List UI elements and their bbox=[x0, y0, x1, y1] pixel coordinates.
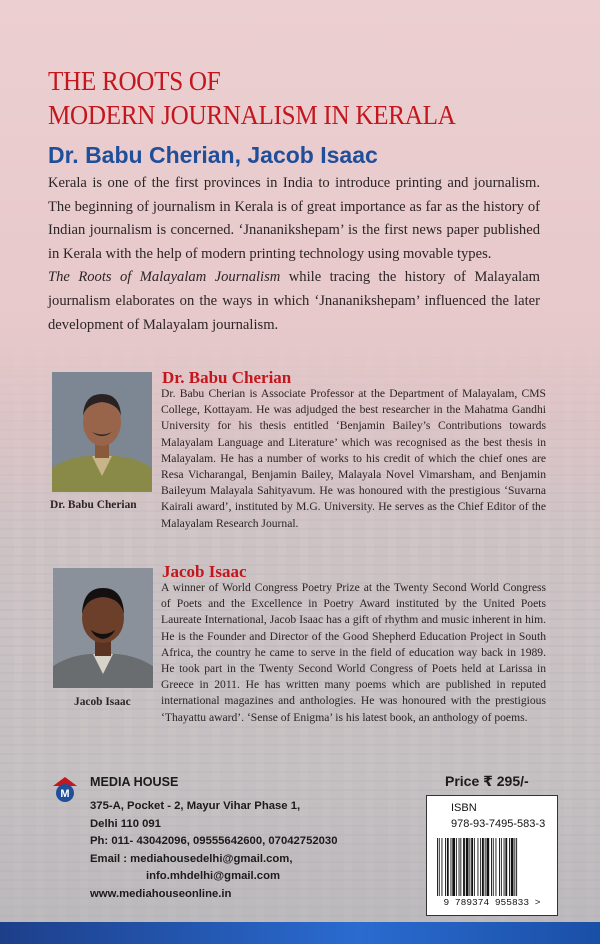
barcode-bar bbox=[493, 838, 494, 896]
publisher-email-2: info.mhdelhi@gmail.com bbox=[146, 870, 281, 883]
publisher-name: MEDIA HOUSE bbox=[90, 775, 179, 789]
barcode-bar bbox=[469, 838, 470, 896]
book-title-reference: The Roots of Malayalam Journalism bbox=[48, 269, 281, 286]
publisher-website: www.mediahouseonline.in bbox=[90, 887, 232, 900]
isbn-barcode-box bbox=[426, 795, 558, 916]
author-photo-jacob-isaac bbox=[53, 568, 153, 688]
book-title bbox=[48, 64, 532, 132]
barcode-bar bbox=[463, 838, 465, 896]
barcode-bar bbox=[505, 838, 507, 896]
author-1-caption: Dr. Babu Cherian bbox=[50, 499, 137, 511]
blurb bbox=[48, 172, 540, 337]
barcode-bar bbox=[491, 838, 492, 896]
publisher-email-1: Email : mediahousedelhi@gmail.com, bbox=[90, 852, 293, 865]
title-line-1: THE ROOTS OF bbox=[48, 66, 221, 96]
title-line-2: MODERN JOURNALISM IN KERALA bbox=[48, 100, 456, 130]
barcode-bar bbox=[460, 838, 461, 896]
barcode-bar bbox=[445, 838, 446, 896]
barcode-bar bbox=[471, 838, 473, 896]
bottom-color-band bbox=[0, 922, 600, 944]
barcode-bar bbox=[485, 838, 486, 896]
barcode-digits: 9 789374 955833 > bbox=[443, 897, 541, 908]
barcode-bar bbox=[480, 838, 481, 896]
barcode-bar bbox=[478, 838, 479, 896]
barcode-bar bbox=[456, 838, 457, 896]
author-2-caption: Jacob Isaac bbox=[74, 696, 131, 708]
barcode-bar bbox=[474, 838, 475, 896]
blurb-paragraph-2 bbox=[48, 266, 540, 337]
blurb-paragraph-2-text: while tracing the history of Malayalam journalism elaborates on the ways in which ‘Jnananikshepam’ influenced the later development of Malayalam journalism. bbox=[48, 269, 540, 333]
publisher-details bbox=[90, 798, 338, 904]
barcode-bar bbox=[482, 838, 484, 896]
isbn-number: 978-93-7495-583-3 bbox=[451, 818, 546, 830]
barcode-bar bbox=[516, 838, 517, 896]
blurb-paragraph-1: Kerala is one of the first provinces in India to introduce printing and journalism. The beginning of journalism in Kerala is of great importance as far as the history of Indian journalism is concerned. ‘Jnananikshepam’ is the first news paper published in Kerala with the help of modern printing technology using movable types. bbox=[48, 175, 540, 262]
barcode-bar bbox=[447, 838, 449, 896]
barcode-bar bbox=[511, 838, 514, 896]
barcode-bar bbox=[459, 838, 460, 896]
logo-letter: M bbox=[60, 788, 70, 800]
publisher-phone: Ph: 011- 43042096, 09555642600, 07042752030 bbox=[90, 835, 338, 848]
author-1-name: Dr. Babu Cherian bbox=[162, 368, 292, 387]
barcode-bar bbox=[437, 838, 438, 896]
media-house-logo-icon bbox=[50, 775, 80, 803]
publisher-address-line-1: 375-A, Pocket - 2, Mayur Vihar Phase 1, bbox=[90, 800, 301, 812]
barcode-graphic bbox=[435, 838, 549, 896]
barcode-bar bbox=[496, 838, 497, 896]
barcode-bar bbox=[442, 838, 443, 896]
author-1-bio: Dr. Babu Cherian is Associate Professor at the Department of Malayalam, CMS College, Kottayam. He was adjudged the best researcher in the Mahatma Gandhi University for his thesis entitled ‘Benjamin Bailey’s Contributions towards Malayalam Language and Literature’ which was recognised as the best thesis in Malayalam. He has a number of works to his credit of which the chief ones are Resa Vicharangal, Benjamin Bailey, Malayala Novel Vimarsham, and Benjamin Baileyum Malayala Sahityavum. He was honoured with the prestigious ‘Suvarna Kairali award’, instituted by M.G. University. He serves as the Chief Editor of the Malayalam Research Journal. bbox=[161, 387, 546, 530]
price-label: Price ₹ 295/- bbox=[445, 773, 529, 789]
barcode-bar bbox=[487, 838, 490, 896]
barcode-bar bbox=[501, 838, 502, 896]
barcode-bar bbox=[466, 838, 469, 896]
barcode-bar bbox=[509, 838, 510, 896]
barcode-bar bbox=[504, 838, 505, 896]
barcode-bar bbox=[499, 838, 500, 896]
isbn-label: ISBN bbox=[451, 802, 477, 814]
publisher-address-line-2: Delhi 110 091 bbox=[90, 817, 161, 830]
barcode-bar bbox=[514, 838, 515, 896]
barcode-bar bbox=[452, 838, 455, 896]
author-2-bio: A winner of World Congress Poetry Prize at the Twenty Second World Congress of Poets and the Excellence in Poetry Award instituted by the United Poets Laureate International, Jacob Isaac has a gift of rhythm and music inherent in him. He is the Founder and Director of the Good Shepherd Education Project in South Africa, the country he came to serve in the field of education way back in 1989. He took part in the Twenty Second World Congress of Poets held at Larissa in Greece in 2011. He has written many poems which are published in reputed international magazines and anthologies. He was honoured with the prestigious ‘Thayattu award’. ‘Sense of Enigma’ is his latest book, an anthology of poems. bbox=[161, 581, 546, 724]
author-photo-babu-cherian bbox=[52, 372, 152, 492]
barcode-bar bbox=[451, 838, 452, 896]
author-2-name: Jacob Isaac bbox=[162, 562, 247, 581]
authors-byline: Dr. Babu Cherian, Jacob Isaac bbox=[48, 142, 378, 168]
barcode-bar bbox=[439, 838, 440, 896]
